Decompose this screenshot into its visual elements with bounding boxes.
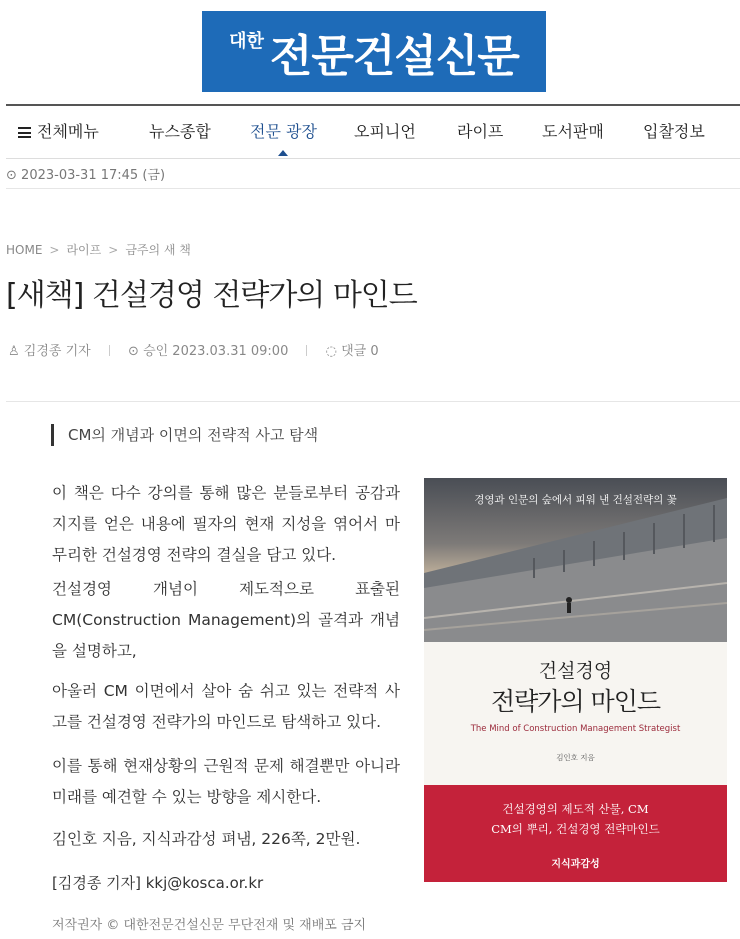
divider — [6, 401, 740, 402]
cover-band-line1: 건설경영의 제도적 산물, CM — [502, 802, 649, 816]
meta-divider — [109, 345, 110, 356]
article-meta — [8, 340, 379, 359]
cover-photo — [424, 478, 727, 642]
article-subtitle: CM의 개념과 이면의 전략적 사고 탐색 — [51, 424, 318, 446]
article-paragraph: 아울러 CM 이면에서 살아 숨 쉬고 있는 전략적 사고를 건설경영 전략가의 마인드로 탐색하고 있다. — [52, 682, 400, 731]
all-menu-label: 전체메뉴 — [37, 122, 99, 141]
comment-icon: ◌ — [325, 344, 337, 359]
breadcrumb-life[interactable]: 라이프 — [66, 243, 102, 257]
user-icon: ♙ — [8, 344, 20, 359]
all-menu-button[interactable] — [18, 106, 99, 158]
chevron-right-icon: > — [108, 243, 119, 257]
clock-icon: ⊙ — [6, 168, 17, 183]
breadcrumb — [6, 241, 191, 258]
cover-band — [424, 785, 727, 882]
cover-english-title: The Mind of Construction Management Strategist — [470, 724, 681, 734]
cover-publisher-logo: 지식과감성 — [551, 859, 600, 870]
meta-divider — [306, 345, 307, 356]
menu-icon — [18, 127, 31, 138]
book-cover-image[interactable] — [424, 478, 727, 882]
author-name[interactable]: 김경종 기자 — [23, 344, 91, 359]
site-logo[interactable] — [202, 11, 546, 92]
cover-title-area — [424, 642, 727, 785]
dateline — [6, 164, 165, 183]
reporter-line: [김경종 기자] kkj@kosca.or.kr — [52, 874, 264, 892]
nav-item-news[interactable]: 뉴스종합 — [149, 122, 211, 141]
copyright-notice: 저작권자 © 대한전문건설신문 무단전재 및 재배포 금지 — [52, 918, 367, 933]
cover-title-line2: 전략가의 마인드 — [491, 687, 660, 716]
nav-item-plaza[interactable] — [250, 106, 317, 158]
article-paragraph: 김인호 지음, 지식과감성 펴냄, 226쪽, 2만원. — [52, 830, 361, 848]
logo-main-text: 전문건설신문 — [269, 30, 519, 82]
article-paragraph: 건설경영 개념이 제도적으로 표출된 CM(Construction Management)의 골격과 개념을 설명하고, — [52, 580, 400, 660]
article-paragraph: 이를 통해 현재상황의 근원적 문제 해결뿐만 아니라 미래를 예견할 수 있는 방향을 제시한다. — [52, 757, 400, 806]
divider — [6, 188, 740, 189]
article-paragraph: 이 책은 다수 강의를 통해 많은 분들로부터 공감과 지지를 얻은 내용에 필자의 현재 지성을 엮어서 마무리한 건설경영 전략의 결실을 담고 있다. — [52, 484, 400, 564]
chevron-right-icon: > — [49, 243, 60, 257]
breadcrumb-newbooks[interactable]: 금주의 새 책 — [125, 243, 191, 257]
active-caret-icon — [278, 150, 288, 156]
breadcrumb-home[interactable]: HOME — [6, 243, 43, 257]
logo-small-text: 대한 — [229, 31, 264, 52]
dateline-text: 2023-03-31 17:45 (금) — [21, 168, 166, 183]
cover-title-line1: 건설경영 — [538, 660, 613, 682]
main-nav — [6, 104, 740, 159]
nav-item-life[interactable]: 라이프 — [457, 122, 504, 141]
approved-time: 승인 2023.03.31 09:00 — [143, 344, 289, 359]
nav-item-bids[interactable]: 입찰정보 — [643, 122, 705, 141]
cover-band-line2: CM의 뿌리, 건설경영 전략마인드 — [491, 822, 660, 836]
nav-item-books[interactable]: 도서판매 — [542, 122, 604, 141]
nav-item-plaza-label: 전문 광장 — [250, 122, 317, 141]
cover-author: 김인호 지음 — [556, 753, 595, 762]
clock-icon: ⊙ — [128, 344, 139, 359]
cover-tagline: 경영과 인문의 숲에서 피워 낸 건설전략의 꽃 — [474, 494, 677, 506]
comment-count[interactable]: 댓글 0 — [341, 344, 379, 359]
nav-item-opinion[interactable]: 오피니언 — [354, 122, 416, 141]
article-title: [새책] 건설경영 전략가의 마인드 — [6, 278, 417, 313]
